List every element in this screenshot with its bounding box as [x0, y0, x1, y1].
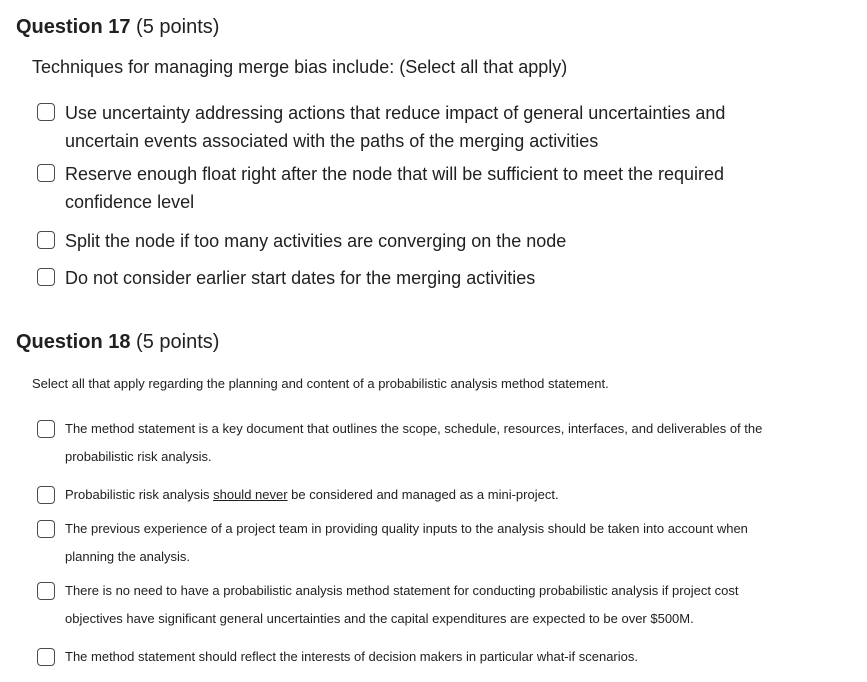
q18-option-5-checkbox[interactable] — [37, 648, 55, 666]
q18-option-2-text-start: Probabilistic risk analysis — [65, 487, 214, 502]
q17-option-4[interactable] — [37, 264, 847, 292]
q18-option-3-checkbox[interactable] — [37, 520, 55, 538]
question-17-prompt: Techniques for managing merge bias include: (Select all that apply) — [32, 57, 568, 77]
q17-option-1-label: Use uncertainty addressing actions that reduce impact of general uncertainties and uncertain events associated with the paths of the merging activities — [65, 103, 726, 151]
q18-option-5[interactable] — [37, 643, 847, 671]
q18-option-2-text-end: be considered and managed as a mini-project. — [287, 487, 559, 502]
question-17-number: Question 17 — [16, 16, 131, 38]
question-18-heading — [16, 329, 219, 355]
q18-option-3-label: The previous experience of a project team in providing quality inputs to the analysis should be taken into account when planning the analysis. — [65, 521, 748, 564]
q17-option-1[interactable] — [37, 99, 737, 155]
q18-option-2[interactable] — [37, 481, 847, 509]
q17-option-4-label: Do not consider earlier start dates for the merging activities — [65, 268, 536, 288]
q18-option-2-checkbox[interactable] — [37, 486, 55, 504]
q17-option-3-checkbox[interactable] — [37, 231, 55, 249]
q18-option-4-checkbox[interactable] — [37, 582, 55, 600]
q17-option-2[interactable] — [37, 160, 737, 216]
q17-option-2-checkbox[interactable] — [37, 164, 55, 182]
q17-option-3[interactable] — [37, 227, 847, 255]
q18-option-1-checkbox[interactable] — [37, 420, 55, 438]
q18-option-4[interactable] — [37, 577, 847, 633]
question-18-points: (5 points) — [136, 331, 220, 353]
question-18-prompt: Select all that apply regarding the planning and content of a probabilistic analysis method statement. — [32, 376, 609, 391]
question-18-number: Question 18 — [16, 331, 131, 353]
q17-option-1-checkbox[interactable] — [37, 103, 55, 121]
q17-option-2-label: Reserve enough float right after the node that will be sufficient to meet the required confidence level — [65, 164, 725, 212]
q17-option-4-checkbox[interactable] — [37, 268, 55, 286]
q18-option-4-label: There is no need to have a probabilistic analysis method statement for conducting probabilistic analysis if project cost objectives have significant general uncertainties and the capital expenditures are expected to be over $500M. — [65, 583, 739, 626]
q18-option-2-underlined-text: should never — [213, 487, 288, 502]
q18-option-3[interactable] — [37, 515, 847, 571]
q18-option-5-label: The method statement should reflect the interests of decision makers in particular what-if scenarios. — [65, 649, 638, 664]
question-17-points: (5 points) — [136, 16, 220, 38]
question-17-heading — [16, 14, 219, 40]
q18-option-1[interactable] — [37, 415, 847, 471]
q17-option-3-label: Split the node if too many activities are converging on the node — [65, 231, 567, 251]
q18-option-2-label — [65, 481, 559, 509]
q18-option-1-label: The method statement is a key document that outlines the scope, schedule, resources, interfaces, and deliverables of the probabilistic risk analysis. — [65, 421, 763, 464]
